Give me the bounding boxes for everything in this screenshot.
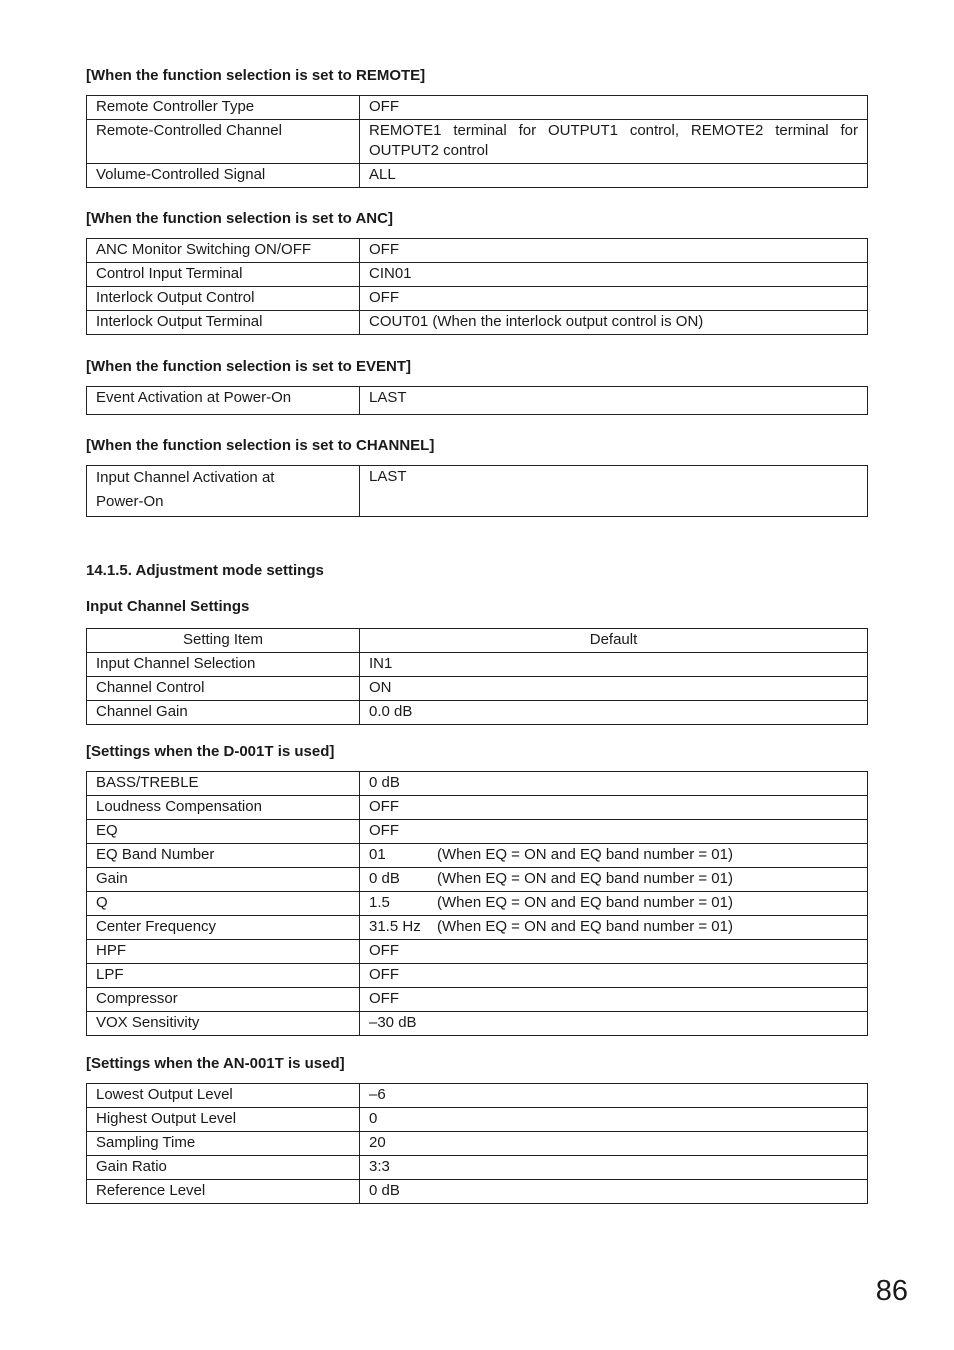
item-line1: Input Channel Activation at — [96, 469, 275, 486]
table-cell-item: Lowest Output Level — [87, 1084, 360, 1108]
event-table — [86, 386, 868, 415]
table-cell-value — [360, 892, 868, 916]
table-row — [87, 868, 868, 892]
d001t-table — [86, 771, 868, 1036]
table-cell-item: Compressor — [87, 988, 360, 1012]
table-cell-item: Interlock Output Terminal — [87, 311, 360, 335]
table-cell-value: OFF — [360, 940, 868, 964]
table-cell-value: 0 — [360, 1108, 868, 1132]
table-cell-item: Remote Controller Type — [87, 96, 360, 120]
page-number: 86 — [875, 1275, 908, 1307]
table-cell-value: ON — [360, 677, 868, 701]
table-cell-value: –6 — [360, 1084, 868, 1108]
anc-table — [86, 238, 868, 335]
table-cell-item: Remote-Controlled Channel — [87, 120, 360, 164]
table-row — [87, 772, 868, 796]
table-row — [87, 820, 868, 844]
table-row — [87, 239, 868, 263]
table-cell-item: Channel Control — [87, 677, 360, 701]
table-row — [87, 387, 868, 415]
remote-table — [86, 95, 868, 188]
table-cell-value: OFF — [360, 796, 868, 820]
value-note: (When EQ = ON and EQ band number = 01) — [437, 846, 733, 863]
table-cell-item — [87, 466, 360, 517]
table-cell-value: ALL — [360, 164, 868, 188]
table-row — [87, 964, 868, 988]
table-cell-item: Reference Level — [87, 1180, 360, 1204]
table-cell-value: 0 dB — [360, 772, 868, 796]
table-row — [87, 120, 868, 164]
table-cell-value: OFF — [360, 820, 868, 844]
table-row — [87, 466, 868, 517]
table-cell-value: OFF — [360, 96, 868, 120]
table-cell-value: 3:3 — [360, 1156, 868, 1180]
item-line2: Power-On — [96, 493, 164, 510]
table-cell-value — [360, 868, 868, 892]
value-text: 1.5 — [369, 894, 390, 911]
value-text: 31.5 Hz — [369, 918, 421, 935]
anc-heading: [When the function selection is set to ANC] — [86, 210, 393, 227]
table-cell-item: HPF — [87, 940, 360, 964]
table-row — [87, 1012, 868, 1036]
table-cell-value: CIN01 — [360, 263, 868, 287]
table-row — [87, 701, 868, 725]
table-row — [87, 677, 868, 701]
an001t-table — [86, 1083, 868, 1204]
table-cell-item: EQ Band Number — [87, 844, 360, 868]
d001t-heading: [Settings when the D-001T is used] — [86, 743, 335, 760]
table-row — [87, 653, 868, 677]
value-note: (When EQ = ON and EQ band number = 01) — [437, 870, 733, 887]
table-row — [87, 916, 868, 940]
event-heading: [When the function selection is set to EVENT] — [86, 358, 412, 375]
table-cell-item: Center Frequency — [87, 916, 360, 940]
table-cell-value: 0 dB — [360, 1180, 868, 1204]
table-row — [87, 892, 868, 916]
table-row — [87, 940, 868, 964]
table-cell-item: LPF — [87, 964, 360, 988]
section-title: 14.1.5. Adjustment mode settings — [86, 562, 324, 579]
table-cell-value: 20 — [360, 1132, 868, 1156]
table-cell-item: Loudness Compensation — [87, 796, 360, 820]
table-cell-value: OFF — [360, 239, 868, 263]
table-cell-item: Interlock Output Control — [87, 287, 360, 311]
value-text: 0 dB — [369, 870, 400, 887]
table-cell-value: OFF — [360, 287, 868, 311]
table-row — [87, 1084, 868, 1108]
remote-heading: [When the function selection is set to REMOTE] — [86, 67, 426, 84]
table-cell-value: LAST — [360, 387, 868, 415]
table-row — [87, 96, 868, 120]
channel-heading: [When the function selection is set to CHANNEL] — [86, 437, 435, 454]
table-cell-item: Control Input Terminal — [87, 263, 360, 287]
table-cell-value: COUT01 (When the interlock output control is ON) — [360, 311, 868, 335]
table-cell-item: Gain — [87, 868, 360, 892]
table-row — [87, 988, 868, 1012]
table-cell-item: Input Channel Selection — [87, 653, 360, 677]
table-row — [87, 311, 868, 335]
table-cell-item: ANC Monitor Switching ON/OFF — [87, 239, 360, 263]
value-note: (When EQ = ON and EQ band number = 01) — [437, 918, 733, 935]
table-row — [87, 1132, 868, 1156]
table-row — [87, 796, 868, 820]
table-cell-item: Highest Output Level — [87, 1108, 360, 1132]
table-cell-value: LAST — [360, 466, 868, 517]
table-row — [87, 1108, 868, 1132]
table-cell-value: 0.0 dB — [360, 701, 868, 725]
table-cell-item: Sampling Time — [87, 1132, 360, 1156]
table-cell-value — [360, 916, 868, 940]
table-cell-item: Gain Ratio — [87, 1156, 360, 1180]
table-row — [87, 1156, 868, 1180]
table-cell-value: OFF — [360, 988, 868, 1012]
table-cell-value — [360, 844, 868, 868]
column-header-item: Setting Item — [87, 629, 360, 653]
table-cell-item: Channel Gain — [87, 701, 360, 725]
table-cell-value: IN1 — [360, 653, 868, 677]
table-row — [87, 1180, 868, 1204]
channel-table — [86, 465, 868, 517]
table-cell-value: REMOTE1 terminal for OUTPUT1 control, REMOTE2 terminal for OUTPUT2 control — [360, 120, 868, 164]
input-channel-table — [86, 628, 868, 725]
table-cell-item: Q — [87, 892, 360, 916]
table-row — [87, 287, 868, 311]
an001t-heading: [Settings when the AN-001T is used] — [86, 1055, 345, 1072]
table-cell-item: EQ — [87, 820, 360, 844]
value-note: (When EQ = ON and EQ band number = 01) — [437, 894, 733, 911]
table-cell-value: –30 dB — [360, 1012, 868, 1036]
table-cell-item: Volume-Controlled Signal — [87, 164, 360, 188]
table-header-row — [87, 629, 868, 653]
table-cell-item: Event Activation at Power-On — [87, 387, 360, 415]
table-row — [87, 844, 868, 868]
column-header-default: Default — [360, 629, 868, 653]
table-cell-item: BASS/TREBLE — [87, 772, 360, 796]
value-text: 01 — [369, 846, 386, 863]
table-cell-value: OFF — [360, 964, 868, 988]
table-row — [87, 263, 868, 287]
table-cell-item: VOX Sensitivity — [87, 1012, 360, 1036]
table-row — [87, 164, 868, 188]
input-channel-heading: Input Channel Settings — [86, 598, 250, 615]
